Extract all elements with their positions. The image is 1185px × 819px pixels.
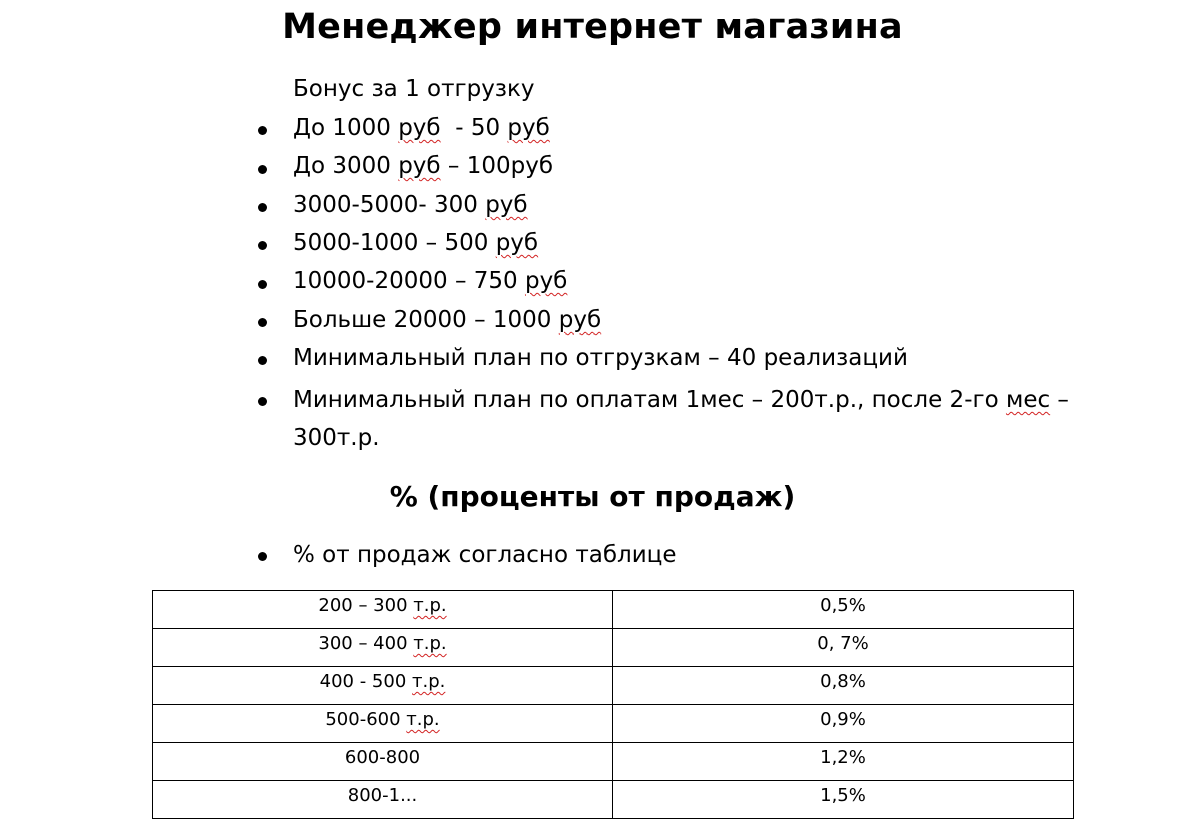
- bullet-icon: [258, 126, 267, 135]
- bullet-icon: [258, 203, 267, 212]
- table-cell-range: 600-800: [153, 743, 613, 781]
- bullet-icon: [258, 280, 267, 289]
- list-item-unit: руб: [398, 115, 441, 141]
- list-item-min-payments: [293, 381, 1069, 419]
- list-item-text: - 50: [440, 115, 508, 141]
- list-item-percent-note: % от продаж согласно таблице: [293, 542, 677, 568]
- page-title: Менеджер интернет магазина: [282, 7, 903, 47]
- table-row: [153, 667, 1074, 705]
- bullet-icon: [258, 318, 267, 327]
- list-item-unit: мес: [1005, 387, 1051, 413]
- bullet-icon: [258, 397, 267, 406]
- range-unit: т.р.: [413, 595, 447, 616]
- table-row: [153, 781, 1074, 819]
- table-row: [153, 591, 1074, 629]
- list-item-unit: руб: [485, 192, 528, 218]
- range-unit: т.р.: [413, 633, 447, 654]
- list-item-unit: руб: [524, 268, 568, 294]
- list-item-text: – 100руб: [440, 153, 554, 179]
- range-text: 200 – 300: [318, 595, 414, 616]
- table-cell-percent: 0,9%: [613, 705, 1074, 743]
- list-item-text: –: [1050, 387, 1069, 413]
- list-item: [293, 147, 553, 185]
- table-cell-percent: 1,5%: [613, 781, 1074, 819]
- table-cell-percent: 0,8%: [613, 667, 1074, 705]
- list-item-unit: руб: [495, 230, 539, 256]
- list-item-text: 3000-5000- 300: [293, 192, 486, 218]
- list-item-text: 5000-1000 – 500: [293, 230, 496, 256]
- list-item: [293, 186, 528, 224]
- list-item-text: Минимальный план по оплатам 1мес – 200т.р., после 2-го: [293, 387, 1006, 413]
- table-cell-percent: 0, 7%: [613, 629, 1074, 667]
- section-title-percent: % (проценты от продаж): [389, 480, 796, 513]
- list-item-min-payments-cont: 300т.р.: [293, 425, 380, 451]
- table-cell-range: [153, 629, 613, 667]
- bullet-icon: [258, 552, 267, 561]
- table-cell-range: 800-1...: [153, 781, 613, 819]
- list-item: [293, 301, 601, 339]
- table-cell-range: [153, 705, 613, 743]
- list-item-unit: руб: [507, 115, 550, 141]
- table-cell-range: [153, 667, 613, 705]
- range-unit: т.р.: [412, 671, 446, 692]
- list-item-text: 10000-20000 – 750: [293, 268, 525, 294]
- table-cell-range: [153, 591, 613, 629]
- percent-table: [152, 590, 1074, 819]
- range-text: 500-600: [325, 709, 407, 730]
- list-item-text: До 3000: [293, 153, 399, 179]
- range-text: 300 – 400: [318, 633, 414, 654]
- bullet-icon: [258, 165, 267, 174]
- table-cell-percent: 1,2%: [613, 743, 1074, 781]
- list-item-unit: руб: [558, 307, 602, 333]
- bullet-icon: [258, 356, 267, 365]
- list-item: [293, 109, 550, 147]
- range-text: 400 - 500: [319, 671, 412, 692]
- list-item: [293, 262, 567, 300]
- table-row: [153, 705, 1074, 743]
- bonus-heading: Бонус за 1 отгрузку: [293, 76, 535, 102]
- bullet-icon: [258, 241, 267, 250]
- table-cell-percent: 0,5%: [613, 591, 1074, 629]
- range-unit: т.р.: [406, 709, 440, 730]
- list-item-text: Больше 20000 – 1000: [293, 307, 559, 333]
- list-item-min-shipments: Минимальный план по отгрузкам – 40 реализаций: [293, 345, 908, 371]
- list-item-text: До 1000: [293, 115, 399, 141]
- table-row: [153, 743, 1074, 781]
- table-row: [153, 629, 1074, 667]
- list-item: [293, 224, 538, 262]
- list-item-unit: руб: [398, 153, 441, 179]
